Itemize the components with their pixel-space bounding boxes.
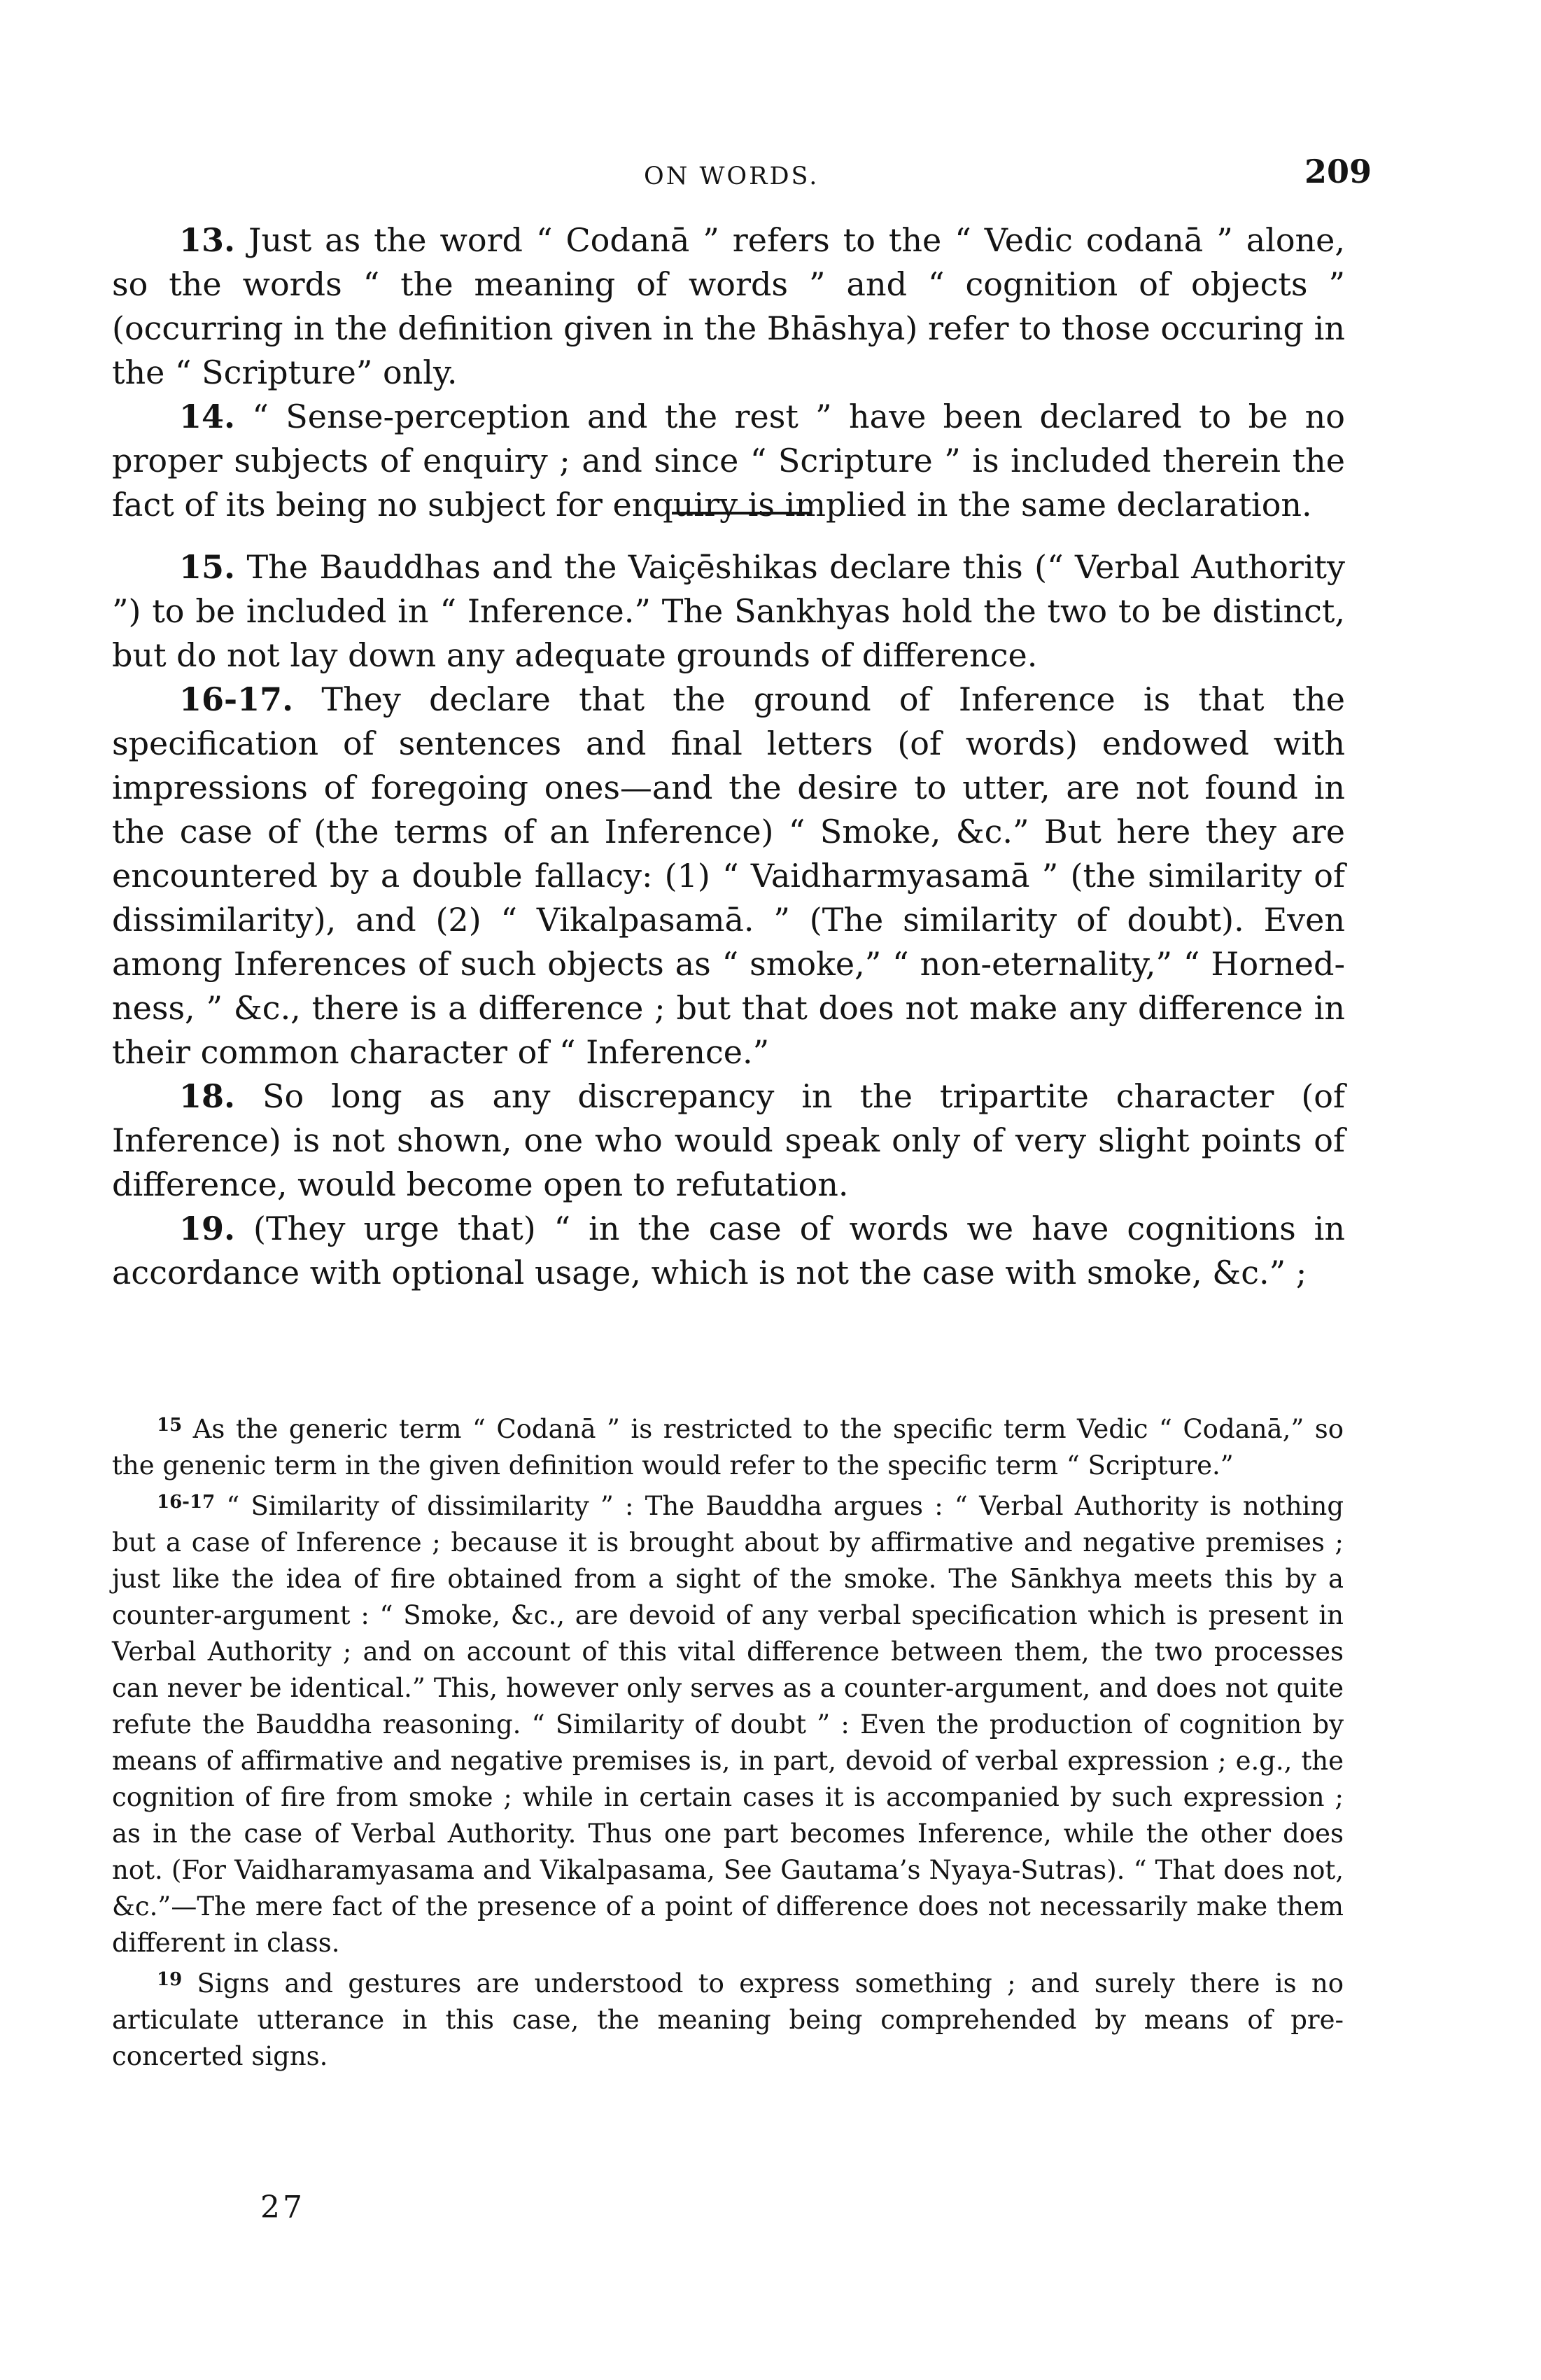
- footnote-text: Signs and gestures are understood to express something ; and surely there is no articulate utterance in this case, the meaning being comprehended by means of pre-concerted signs.: [112, 1968, 1344, 2071]
- paragraph-15: [112, 545, 1345, 678]
- paragraph-number: 14.: [179, 398, 236, 435]
- footnote-text: As the generic term “ Codanā ” is restricted to the specific term Vedic “ Codanā,” so the genenic term in the given definition would refer to the specific term “ Scripture.”: [112, 1414, 1344, 1480]
- footnote-text: “ Similarity of dissimilarity ” : The Bauddha argues : “ Verbal Authority is nothing but a case of Inference ; because it is brought about by affirmative and negative premises ; just like the idea of fire obtained from a sight of the smoke. The Sānkhya meets this by a counter-argument : “ Smoke, &c., are devoid of any verbal specification which is present in Verbal Authority ; and on account of this vital difference between them, the two processes can never be identical.” This, however only serves as a counter-argument, and does not quite refute the Bauddha reasoning. “ Similarity of doubt ” : Even the production of cognition by means of affirmative and negative premises is, in part, devoid of verbal expression ; e.g., the cognition of fire from smoke ; while in certain cases it is accompanied by such expression ; as in the case of Verbal Authority. Thus one part becomes Inference, while the other does not. (For Vaidharamyasama and Vikalpasama, See Gautama’s Nyaya-Sutras). “ That does not, &c.”—The mere fact of the presence of a point of difference does not necessarily make them different in class.: [112, 1491, 1344, 1958]
- running-head: ON WORDS.: [644, 162, 819, 190]
- main-text: [112, 218, 1345, 1295]
- paragraph-text: They declare that the ground of Inference is that the specification of sentences and final letters (of words) endowed with impressions of foregoing ones—and the desire to utter, are not found in the case of (the terms of an Inference) “ Smoke, &c.” But here they are encountered by a double fallacy: (1) “ Vaidharmyasamā ” (the similarity of dissimilarity), and (2) “ Vikalpasamā. ” (The similarity of doubt). Even among Inferences of such objects as “ smoke,” “ non-eternality,” “ Horned-ness, ” &c., there is a difference ; but that does not make any difference in their common character of “ Inference.”: [112, 680, 1346, 1071]
- page-header: [112, 153, 1372, 202]
- paragraph-16-17: [112, 678, 1345, 1074]
- paragraph-number: 16-17.: [179, 680, 294, 718]
- paragraph-text: (They urge that) “ in the case of words we have cognitions in accordance with optional usage, which is not the case with smoke, &c.” ;: [112, 1210, 1346, 1292]
- paragraph-number: 18.: [179, 1077, 236, 1115]
- signature-mark: 27: [260, 2190, 305, 2225]
- footnote-16-17: [112, 1484, 1344, 1961]
- paragraph-number: 13.: [179, 221, 236, 259]
- footnote-19: [112, 1961, 1344, 2075]
- page-number: 209: [1304, 153, 1372, 190]
- footnotes: [112, 1407, 1344, 2075]
- footnote-15: [112, 1407, 1344, 1484]
- paragraph-number: 19.: [179, 1210, 236, 1247]
- paragraph-18: [112, 1074, 1345, 1207]
- paragraph-19: [112, 1207, 1345, 1295]
- paragraph-text: So long as any discrepancy in the tripartite character (of Inference) is not shown, one who would speak only of very slight points of difference, would become open to refutation.: [112, 1077, 1346, 1203]
- paragraph-text: Just as the word “ Codanā ” refers to the “ Vedic codanā ” alone, so the words “ the meaning of words ” and “ cognition of objects ” (occurring in the definition given in the Bhāshya) refer to those occuring in the “ Scripture” only.: [112, 221, 1345, 391]
- footnote-number: 19: [157, 1969, 183, 1990]
- footnote-number: 15: [157, 1415, 183, 1436]
- paragraph-14: [112, 395, 1345, 527]
- paragraph-number: 15.: [179, 548, 236, 586]
- paragraph-text: The Bauddhas and the Vaiçēshikas declare this (“ Verbal Authority ”) to be included in “ Inference.” The Sankhyas hold the two to be distinct, but do not lay down any adequate grounds of difference.: [112, 548, 1346, 674]
- paragraph-13: [112, 218, 1345, 395]
- footnote-number: 16-17: [157, 1492, 216, 1513]
- paragraph-text: “ Sense-perception and the rest ” have been declared to be no proper subjects of enquiry ; and since “ Scripture ” is included therein the fact of its being no subject for enquiry is implied in the same declaration.: [112, 398, 1345, 524]
